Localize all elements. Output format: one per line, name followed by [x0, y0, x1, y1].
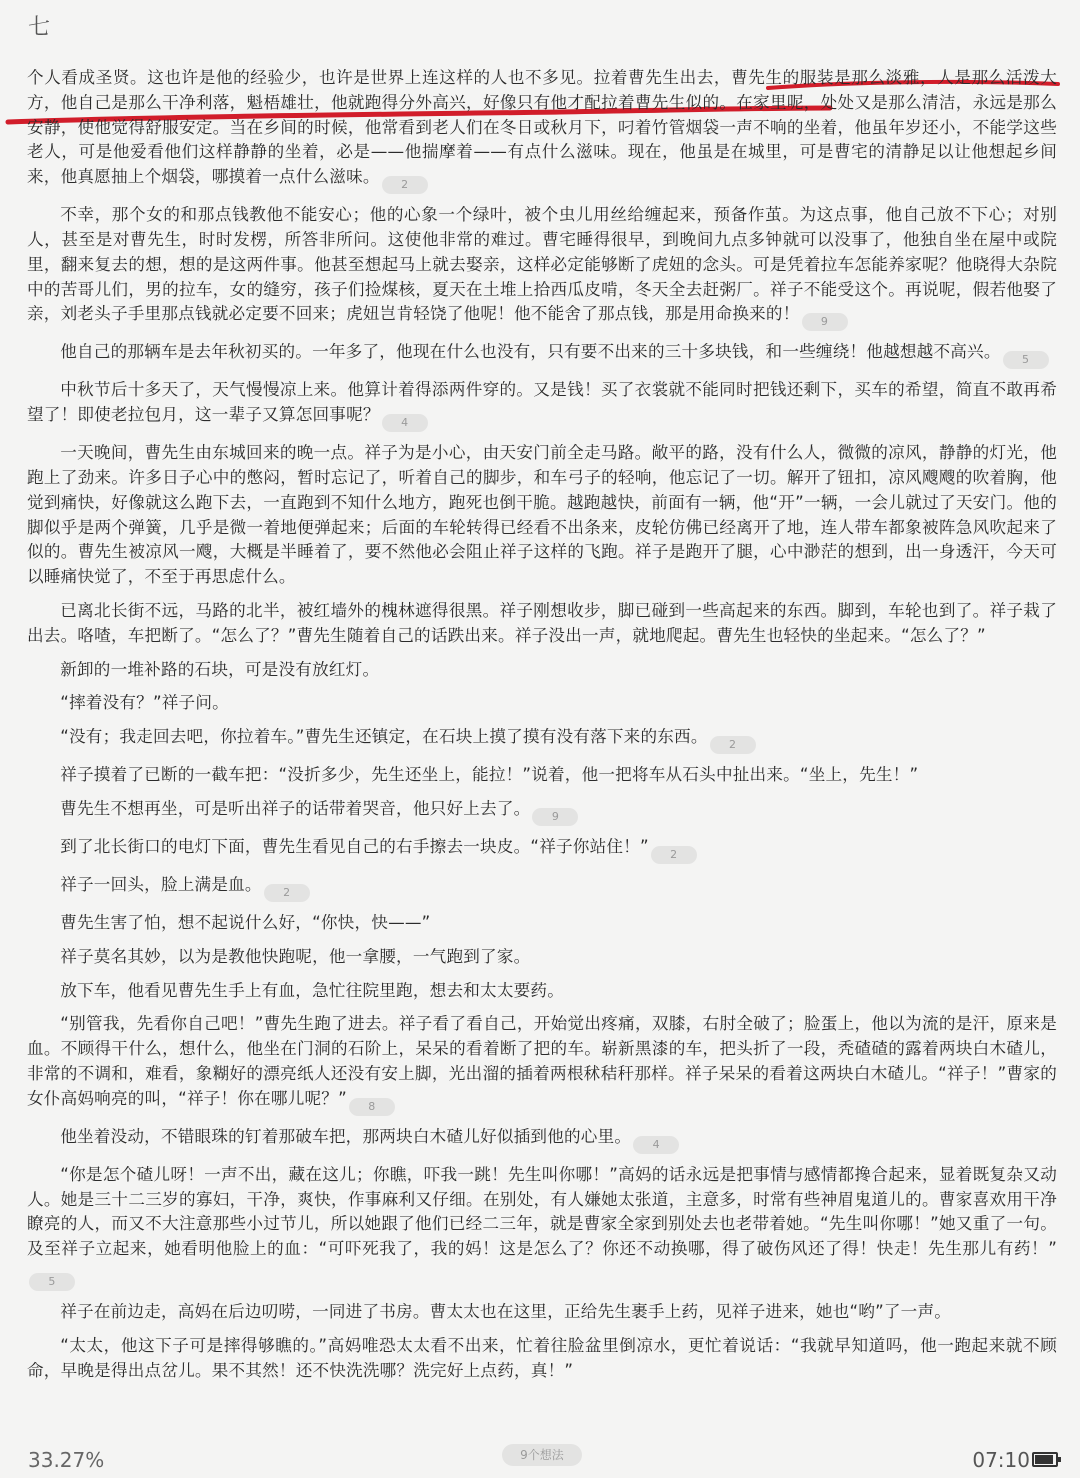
paragraph-text: 祥子莫名其妙，以为是教他快跑呢，他一拿腰，一气跑到了家。 — [60, 946, 531, 966]
paragraph — [27, 599, 1057, 649]
thought-count-badge[interactable]: 9 — [802, 313, 848, 331]
paragraph-text: 已离北长街不远，马路的北半，被红墙外的槐林遮得很黑。祥子刚想收步，脚已碰到一些高起来的东西。脚到，车轮也到了。祥子栽了出去。咯喳，车把断了。“怎么了？”曹先生随着自己的话跌出来。祥子没出一声，就地爬起。曹先生也轻快的坐起来。“怎么了？” — [27, 600, 1057, 645]
thought-count-badge[interactable]: 2 — [651, 846, 697, 864]
paragraph-text: 曹先生不想再坐，可是听出祥子的话带着哭音，他只好上去了。 — [60, 798, 531, 818]
paragraph — [27, 340, 1057, 369]
paragraph-text: 个人看成圣贤。这也许是他的经验少，也许是世界上连这样的人也不多见。拉着曹先生出去，曹先生的服装是那么淡雅，人是那么活泼大方，他自己是那么干净利落，魁梧雄壮，他就跑得分外高兴，好像只有他才配拉着曹先生似的。在家里呢，处处又是那么清洁，永远是那么安静，使他觉得舒服安定。当在乡间的时候，他常看到老人们在冬日或秋月下，叼着竹管烟袋一声不响的坐着，他虽年岁还小，不能学这些老人，可是他爱看他们这样静静的坐着，必是——他揣摩着——有点什么滋味。现在，他虽是在城里，可是曹宅的清静足以让他想起乡间来，他真愿抽上个烟袋，哪摸着一点什么滋味。 — [27, 68, 1057, 187]
paragraph — [27, 1125, 1057, 1154]
paragraph — [27, 873, 1057, 902]
paragraph — [27, 911, 1057, 936]
paragraph — [27, 658, 1057, 683]
paragraph — [27, 441, 1057, 590]
reading-content[interactable] — [27, 66, 1057, 1392]
paragraph-text: 曹先生害了怕，想不起说什么好，“你快，快——” — [60, 912, 431, 932]
paragraph-text: “摔着没有？”祥子问。 — [60, 693, 229, 713]
paragraph — [27, 1012, 1057, 1115]
paragraph-text: “别管我，先看你自己吧！”曹先生跑了进去。祥子看了看自己，开始觉出疼痛，双膝，右肘全破了；脸蛋上，他以为流的是汗，原来是血。不顾得干什么，想什么，他坐在门洞的石阶上，呆呆的看着断了把的车。崭新黑漆的车，把头折了一段，秃碴碴的露着两块白木碴儿，非常的不调和，难看，象糊好的漂亮纸人还没有安上脚，光出溜的插着两根秫秸秆那样。祥子呆呆的看着这两块白木碴儿。“祥子！”曹家的女仆高妈响亮的叫，“祥子！你在哪儿呢？” — [27, 1014, 1057, 1108]
paragraph-text: 一天晚间，曹先生由东城回来的晚一点。祥子为是小心，由天安门前全走马路。敞平的路，没有什么人，微微的凉风，静静的灯光，他跑上了劲来。许多日子心中的憋闷，暂时忘记了，听着自己的脚步，和车弓子的轻响，他忘记了一切。解开了钮扣，凉风飕飕的吹着胸，他觉到痛快，好像就这么跑下去，一直跑到不知什么地方，跑死也倒干脆。越跑越快，前面有一辆，他“开”一辆，一会儿就过了天安门。他的脚似乎是两个弹簧，几乎是微一着地便弹起来；后面的车轮转得已经看不出条来，皮轮仿佛已经离开了地，连人带车都象被阵急风吹起来了似的。曹先生被凉风一飕，大概是半睡着了，要不然他必会阻止祥子这样的飞跑。祥子是跑开了腿，心中渺茫的想到，出一身透汗，今天可以睡痛快觉了，不至于再思虑什么。 — [27, 443, 1057, 587]
paragraph — [27, 203, 1057, 331]
thought-count-badge[interactable]: 4 — [382, 414, 428, 432]
thought-count-badge[interactable]: 5 — [29, 1273, 75, 1291]
thought-count-badge[interactable]: 8 — [349, 1098, 395, 1116]
thought-count-badge[interactable]: 5 — [1003, 351, 1049, 369]
paragraph — [27, 378, 1057, 432]
paragraph-text: 中秋节后十多天了，天气慢慢凉上来。他算计着得添两件穿的。又是钱！买了衣裳就不能同时把钱还剩下，买车的希望，简直不敢再希望了！即使老拉包月，这一辈子又算怎回事呢？ — [27, 380, 1057, 425]
paragraph — [27, 1163, 1057, 1291]
paragraph — [27, 797, 1057, 826]
paragraph-text: “太太，他这下子可是摔得够瞧的。”高妈唯恐太太看不出来，忙着往脸盆里倒凉水，更忙着说话：“我就早知道吗，他一跑起来就不顾命，早晚是得出点岔儿。果不其然！还不快洗洗哪？洗完好上点药，真！” — [27, 1335, 1057, 1380]
paragraph-text: 他自己的那辆车是去年秋初买的。一年多了，他现在什么也没有，只有要不出来的三十多块钱，和一些缠绕！他越想越不高兴。 — [60, 342, 1001, 362]
clock: 07:10 — [972, 1448, 1030, 1472]
paragraph-text: 祥子在前边走，高妈在后边叨唠，一同进了书房。曹太太也在这里，正给先生裹手上药，见祥子进来，她也“哟”了一声。 — [60, 1301, 952, 1321]
paragraph — [27, 66, 1057, 194]
paragraph — [27, 1300, 1057, 1325]
thought-count-badge[interactable]: 2 — [264, 884, 310, 902]
thought-count-badge[interactable]: 4 — [633, 1136, 679, 1154]
paragraph — [27, 763, 1057, 788]
paragraph-text: 放下车，他看见曹先生手上有血，急忙往院里跑，想去和太太要药。 — [60, 980, 564, 1000]
paragraph-text: 到了北长街口的电灯下面，曹先生看见自己的右手擦去一块皮。“祥子你站住！” — [60, 836, 649, 856]
thought-count-badge[interactable]: 9 — [532, 808, 578, 826]
paragraph — [27, 725, 1057, 754]
paragraph-text: “你是怎个碴儿呀！一声不出，藏在这儿；你瞧，吓我一跳！先生叫你哪！”高妈的话永远是把事情与感情都搀合起来，显着既复杂又动人。她是三十二三岁的寡妇，干净，爽快，作事麻利又仔细。在别处，有人嫌她太张道，主意多，时常有些神眉鬼道儿的。曹家喜欢用干净瞭亮的人，而又不大注意那些小过节儿，所以她跟了他们已经二三年，就是曹家全家到别处去也老带着她。“先生叫你哪！”她又重了一句。及至祥子立起来，她看明他脸上的血：“可吓死我了，我的妈！这是怎么了？你还不动换哪，得了破伤风还了得！快走！先生那儿有药！” — [27, 1164, 1057, 1259]
paragraph-text: “没有；我走回去吧，你拉着车。”曹先生还镇定，在石块上摸了摸有没有落下来的东西。 — [60, 727, 708, 747]
paragraph-text: 祥子摸着了已断的一截车把：“没折多少，先生还坐上，能拉！”说着，他一把将车从石头中扯出来。“坐上，先生！” — [60, 765, 919, 785]
paragraph — [27, 945, 1057, 970]
paragraph-text: 祥子一回头，脸上满是血。 — [60, 874, 262, 894]
chapter-label: 七 — [28, 15, 51, 40]
thought-count-badge[interactable]: 2 — [710, 736, 756, 754]
paragraph — [27, 835, 1057, 864]
thought-count-badge[interactable]: 2 — [382, 176, 428, 194]
paragraph — [27, 1334, 1057, 1384]
reading-progress: 33.27% — [28, 1448, 105, 1472]
paragraph — [27, 691, 1057, 716]
paragraph-text: 不幸，那个女的和那点钱教他不能安心；他的心象一个绿叶，被个虫儿用丝给缠起来，预备作茧。为这点事，他自己放不下心；对别人，甚至是对曹先生，时时发楞，所答非所问。这使他非常的难过。曹宅睡得很早，到晚间九点多钟就可以没事了，他独自坐在屋中或院里，翻来复去的想，想的是这两件事。他甚至想起马上就去娶亲，这样必定能够断了虎妞的念头。可是凭着拉车怎能养家呢？他晓得大杂院中的苦哥儿们，男的拉车，女的缝穷，孩子们捡煤核，夏天在土堆上拾西瓜皮啃，冬天全去赶粥厂。祥子不能受这个。再说呢，假若他娶了亲，刘老头子手里那点钱就必定要不回来；虎妞岂肯轻饶了他呢！他不能舍了那点钱，那是用命换来的！ — [27, 205, 1057, 324]
battery-icon — [1032, 1452, 1058, 1467]
paragraph — [27, 979, 1057, 1004]
paragraph-text: 他坐着没动，不错眼珠的钉着那破车把，那两块白木碴儿好似插到他的心里。 — [60, 1126, 632, 1146]
paragraph-text: 新卸的一堆补路的石块，可是没有放红灯。 — [60, 659, 380, 679]
thoughts-button[interactable]: 9个想法 — [502, 1444, 582, 1466]
